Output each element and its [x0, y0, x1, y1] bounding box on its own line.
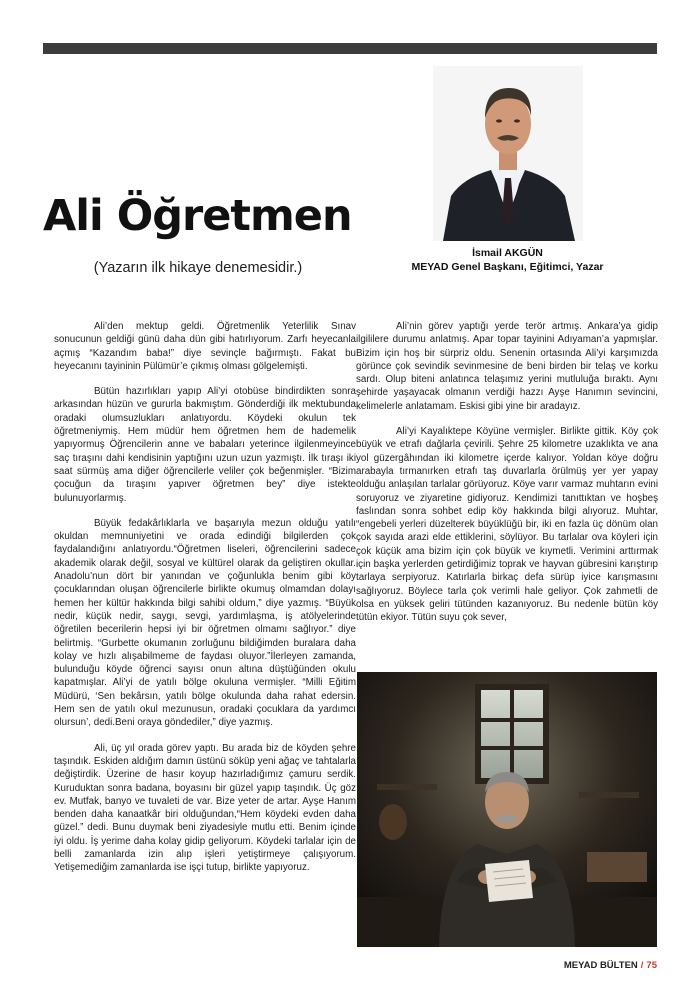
author-portrait	[433, 66, 583, 241]
body-column-left	[54, 320, 356, 887]
paragraph: Ali, üç yıl orada görev yaptı. Bu arada biz de köyden şehre taşındık. Eskiden aldığım damın üstünü söküp yeni ağaç ve tahtalarla değiştirdik. Üzerine de hasır koyup hazırladığımız çamuru serdik. Kuruduktan sonra badana, boyasını bir güzel yapıp taşındık. Üç göz ev. Mutfak, banyo ve tuvaleti de var. Bize yeter de artar. Ayşe Hanım benden daha kanaatkâr biri olduğundan,“Hem köydeki evden daha güzel.” dedi. Bunu duymak beni ziyadesiyle mutlu etti. Benim içinde iyi oldu. İş yerime daha kolay gidip geliyorum. Köydeki tarlalar için de belli zamanlarda izin alıp işleri yetiştirmeye çalışıyorum. Yetişemediğim zamanlarda ise işçi tutup, birlikte yapıyoruz.	[54, 742, 356, 874]
paragraph: Ali’yi Kayalıktepe Köyüne vermişler. Birlikte gittik. Köy çok büyük ve etrafı dağlarla çevirili. Şehre 25 kilometre uzaklıkta ve ana yol güzergâhından iki kilometre içerde kalıyor. Yoldan köye doğru arabayla tırmanırken etrafı taş duvarlarla örülmüş yer yer yapay olduğu anlaşılan tarlalar görüyoruz. Köye varır varmaz muhtarın evini soruyoruz ve ziyaretine gidiyoruz. Kendimizi tanıttıktan ve hoşbeş faslından sonra sohbet edip köy hakkında bilgi alıyoruz. Muhtar, “engebeli yerleri düzelterek büyüklüğü bir, iki en fazla üç dönüm olan çok sayıda arazi elde ettiklerini, söylüyor. Bu tarlalar ova köyleri için çok küçük ama bizim için çok büyük ve kıymetli. Verimini arttırmak için başka yerlerden getirdiğimiz toprak ve hayvan gübresini karıştırıp tarlaya serpiyoruz. Katırlarla birkaç defa sürüp iyice karışmasını sağlıyoruz. Böylece tarla çok verimli hale geliyor. Çok zahmetli de olsa en yüksek geliri tütünden kazanıyoruz. Bu nedenle bütün köy tütün ekiyor. Tütün suyu çok sever,	[356, 426, 658, 624]
article-subtitle: (Yazarın ilk hikaye denemesidir.)	[93, 260, 303, 276]
publication-name: MEYAD BÜLTEN	[563, 960, 638, 971]
paragraph: Ali’den mektup geldi. Öğretmenlik Yeterlilik Sınav sonucunun geldiği günü daha dün gibi hatırlıyorum. Zarfı heyecanla açmış “Kazandım baba!” diye sevinçle bağırmıştı. Fakat bu heyecanını tayininin Pülümür’e çıkmış olması gölgelemişti.	[54, 321, 356, 372]
author-name: İsmail AKGÜN	[472, 247, 543, 259]
article-title: Ali Öğretmen	[43, 191, 352, 241]
paragraph: Büyük fedakârlıklarla ve başarıyla mezun olduğu yatılı okuldan memnuniyetini ve orada edindiği bilgilerden çok faydalandığını anlatıyordu.“Öğretmen liseleri, öğrencilerini sadece akademik olarak değil, sosyal ve kültürel olarak da geliştiren okullar. Anadolu’nun dört bir yanından ve çoğunlukla benim gibi köy çocuklarından oluşan öğrencilerle birlikte okumuş olmamdan dolayı hemen her kültür hakkında bilgi sahibi oldum,” diye yazmış. “Büyük nedir, küçük nedir, saygı, sevgi, yardımlaşma, iş atölyelerinde öğretilen becerilerin hepsi iyi bir öğretmen olmamı sağlıyor.” diye belirtmiş. “Gurbette okumanın zorluğunu bildiğimden buralara daha kolay ve hızlı alışabilmeme de faydası oluyor.”İlerleyen zamanda, bulunduğu köyde öğrenci sayısı onun altına düştüğünden okulu kapatmışlar. Ali’yi de yatılı bölge okuluna vermişler. “Milli Eğitim Müdürü, ‘Sen bekârsın, yatılı bölge okulunda daha rahat edersin. Hem sen de yatılı okul mezunusun, oradaki çocuklara da yardımcı olursun’, dedi.Beni oraya göndediler,” diye yazmış.	[54, 517, 356, 729]
paragraph: Ali’nin görev yaptığı yerde terör artmış. Ankara’ya gidip ilgililere durumu anlatmış. Apar topar tayinini Adıyaman’a yapmışlar. Bizim için hoş bir sürpriz oldu. Senenin ortasında Ali’yi karşımızda görünce çok sevindik sevinmesine de beni birden bir telaş ve korku sardı. Olup biteni anlatınca telaşımız yerini mutluluğa bıraktı. Aynı şehirde yaşayacak olmanın verdiği hazzı Ayşe Hanımın sevincini, kelimelerle anlatamam. Eskisi gibi yine bir aradayız.	[356, 321, 658, 412]
footer-separator: /	[640, 960, 644, 971]
top-decorative-bar	[43, 43, 657, 54]
old-man-reading-letter-illustration	[357, 672, 657, 947]
author-role: MEYAD Genel Başkanı, Eğitimci, Yazar	[411, 261, 604, 273]
paragraph: Bütün hazırlıkları yapıp Ali’yi otobüse bindirdikten sonra arkasından hüzün ve gururla bakmıştım. Gönderdiği ilk mektubunda oradaki olumsuzlukları anlatıyordu. Köydeki okulun tek öğretmeniymiş. Hem müdür hem öğretmen hem de hademelik yapıyormuş Öğrencilerin anne ve babaları yeterince ilgilenmeyince saç tıraşını dahi kendisinin yaptığını uzun uzun yazmıştı. İlk tıraşı iki saat sürmüş ama diğer öğrencilerle veliler çok beğenmişler. “Bizim çocuğun da tıraşını yapıver öğretmen bey” diye istekte bulunuyorlarmış.	[54, 386, 356, 504]
page-number: 75	[646, 960, 657, 971]
page-footer	[564, 960, 657, 971]
body-column-right	[356, 320, 658, 637]
